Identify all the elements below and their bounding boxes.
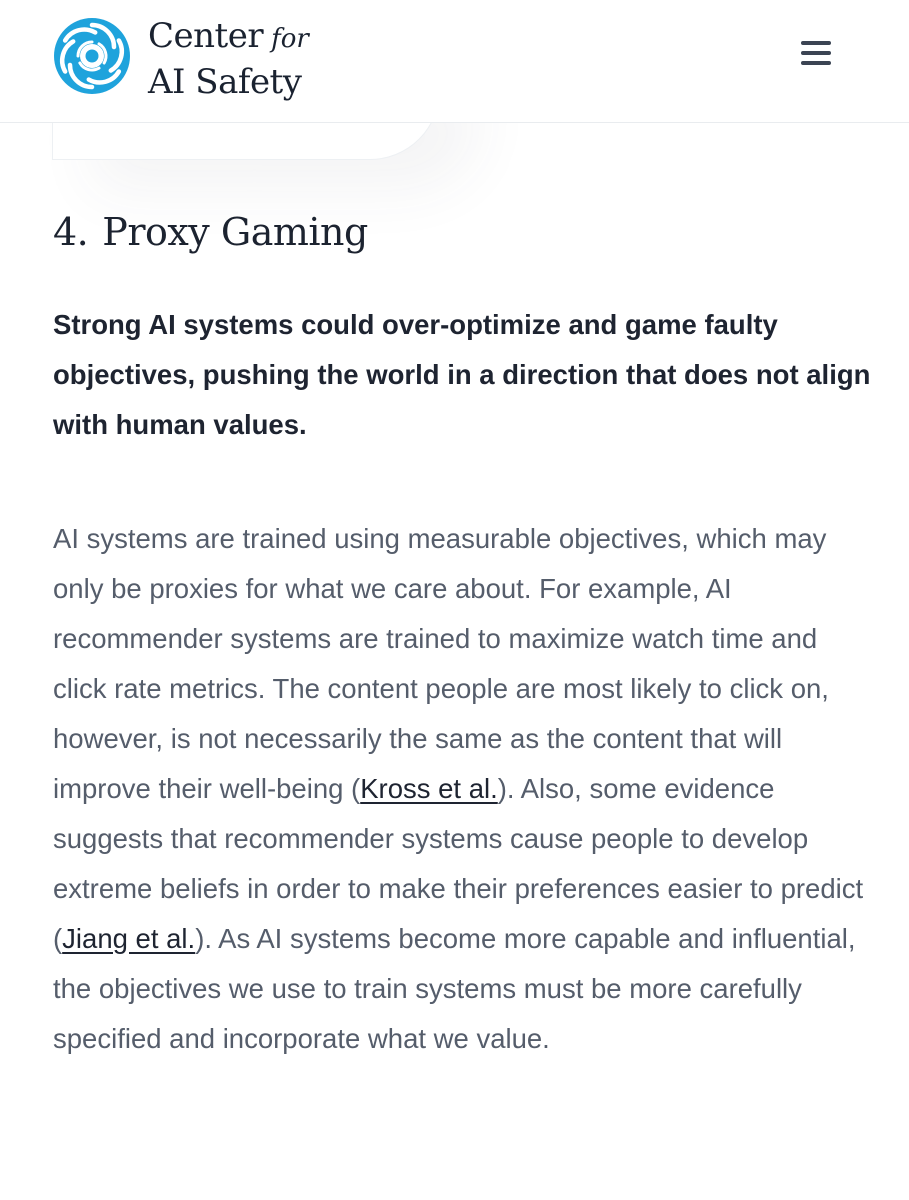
- body-text-part-3: ). As AI systems become more capable and influential, the objectives we use to train systems must be more carefully specified and incorporate what we value.: [53, 923, 856, 1054]
- menu-button[interactable]: [798, 38, 834, 68]
- section-body: [53, 514, 873, 1064]
- risk-section: [53, 200, 873, 1064]
- jiang-citation-link[interactable]: Jiang et al.: [62, 923, 196, 954]
- section-number: 4.: [53, 210, 89, 254]
- logo-text-center: Center: [148, 16, 264, 56]
- body-text-part-2: ). Also, some evidence suggests that recommender systems cause people to develop extreme beliefs in order to make their preferences easier to predict (: [53, 773, 864, 954]
- section-lead: Strong AI systems could over-optimize and game faulty objectives, pushing the world in a direction that does not align with human values.: [53, 309, 871, 440]
- logo-wordmark: [148, 16, 309, 108]
- body-text-part-1: AI systems are trained using measurable objectives, which may only be proxies for what we care about. For example, AI recommender systems are trained to maximize watch time and click rate metrics. The content people are most likely to click on, however, is not necessarily the same as the content that will improve their well-being (: [53, 523, 829, 804]
- cais-logo-icon: [52, 16, 132, 96]
- site-header: [0, 0, 909, 123]
- logo-text-for: for: [271, 24, 309, 54]
- kross-citation-link[interactable]: Kross et al.: [360, 773, 498, 804]
- section-title: [53, 200, 873, 264]
- site-logo-link[interactable]: [52, 14, 312, 104]
- section-title-text: Proxy Gaming: [102, 210, 368, 254]
- logo-text-ai-safety: AI Safety: [148, 62, 302, 102]
